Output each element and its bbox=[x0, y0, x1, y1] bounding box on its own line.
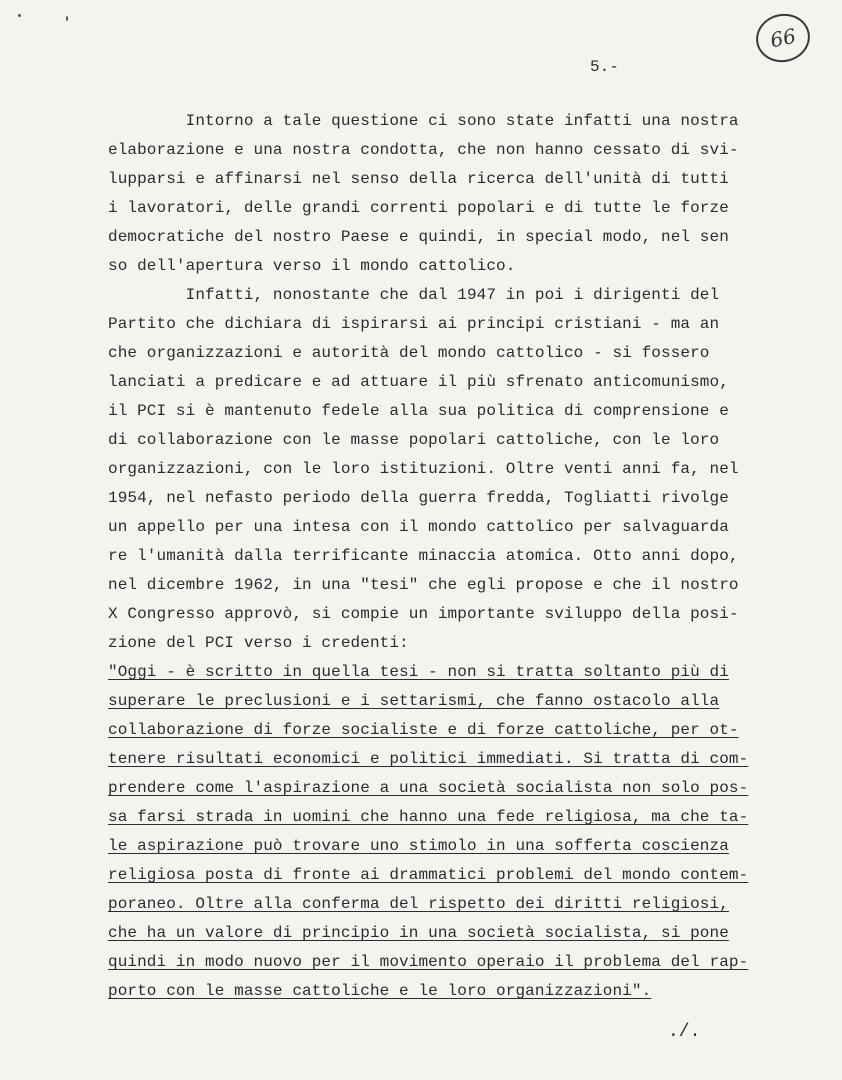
text-line: lanciati a predicare e ad attuare il più sfrenato anticomunismo, bbox=[108, 373, 729, 391]
text-line: il PCI si è mantenuto fedele alla sua politica di comprensione e bbox=[108, 402, 729, 420]
underlined-quote-line: poraneo. Oltre alla conferma del rispetto dei diritti religiosi, bbox=[108, 895, 729, 913]
speck-mark bbox=[66, 16, 68, 21]
underlined-quote-line: tenere risultati economici e politici immediati. Si tratta di com- bbox=[108, 750, 749, 768]
text-line: elaborazione e una nostra condotta, che non hanno cessato di svi- bbox=[108, 141, 739, 159]
underlined-quote-line: che ha un valore di principio in una società socialista, si pone bbox=[108, 924, 729, 942]
underlined-quote-line: le aspirazione può trovare uno stimolo in una sofferta coscienza bbox=[108, 837, 729, 855]
underlined-quote-line: superare le preclusioni e i settarismi, che fanno ostacolo alla bbox=[108, 692, 720, 710]
underlined-quote-line: sa farsi strada in uomini che hanno una fede religiosa, ma che ta- bbox=[108, 808, 749, 826]
continuation-mark: ./. bbox=[668, 1022, 701, 1042]
text-line: i lavoratori, delle grandi correnti popolari e di tutte le forze bbox=[108, 199, 729, 217]
underlined-quote-line: religiosa posta di fronte ai drammatici problemi del mondo contem- bbox=[108, 866, 749, 884]
handwritten-page-number-text: 66 bbox=[768, 23, 798, 53]
text-line: che organizzazioni e autorità del mondo cattolico - si fossero bbox=[108, 344, 710, 362]
text-line: Partito che dichiara di ispirarsi ai principi cristiani - ma an bbox=[108, 315, 720, 333]
underlined-quote-line: collaborazione di forze socialiste e di forze cattoliche, per ot- bbox=[108, 721, 739, 739]
text-line: 1954, nel nefasto periodo della guerra fredda, Togliatti rivolge bbox=[108, 489, 729, 507]
text-line: Infatti, nonostante che dal 1947 in poi i dirigenti del bbox=[108, 286, 720, 304]
text-line: lupparsi e affinarsi nel senso della ricerca dell'unità di tutti bbox=[108, 170, 729, 188]
text-line: X Congresso approvò, si compie un importante sviluppo della posi- bbox=[108, 605, 739, 623]
speck-mark bbox=[18, 14, 21, 17]
text-line: un appello per una intesa con il mondo cattolico per salvaguarda bbox=[108, 518, 729, 536]
underlined-quote-line: porto con le masse cattoliche e le loro organizzazioni". bbox=[108, 982, 652, 1000]
text-line: so dell'apertura verso il mondo cattolico. bbox=[108, 257, 516, 275]
text-line: nel dicembre 1962, in una "tesi" che egli propose e che il nostro bbox=[108, 576, 739, 594]
underlined-quote-line: "Oggi - è scritto in quella tesi - non si tratta soltanto più di bbox=[108, 663, 729, 681]
underlined-quote-line: prendere come l'aspirazione a una società socialista non solo pos- bbox=[108, 779, 749, 797]
text-line: zione del PCI verso i credenti: bbox=[108, 634, 409, 652]
typed-page-number: 5.- bbox=[590, 58, 619, 76]
text-line: re l'umanità dalla terrificante minaccia atomica. Otto anni dopo, bbox=[108, 547, 739, 565]
text-line: democratiche del nostro Paese e quindi, in special modo, nel sen bbox=[108, 228, 729, 246]
underlined-quote-line: quindi in modo nuovo per il movimento operaio il problema del rap- bbox=[108, 953, 749, 971]
text-line: organizzazioni, con le loro istituzioni. Oltre venti anni fa, nel bbox=[108, 460, 739, 478]
handwritten-page-number bbox=[752, 9, 815, 67]
text-line: di collaborazione con le masse popolari cattoliche, con le loro bbox=[108, 431, 720, 449]
text-line: Intorno a tale questione ci sono state infatti una nostra bbox=[108, 112, 739, 130]
